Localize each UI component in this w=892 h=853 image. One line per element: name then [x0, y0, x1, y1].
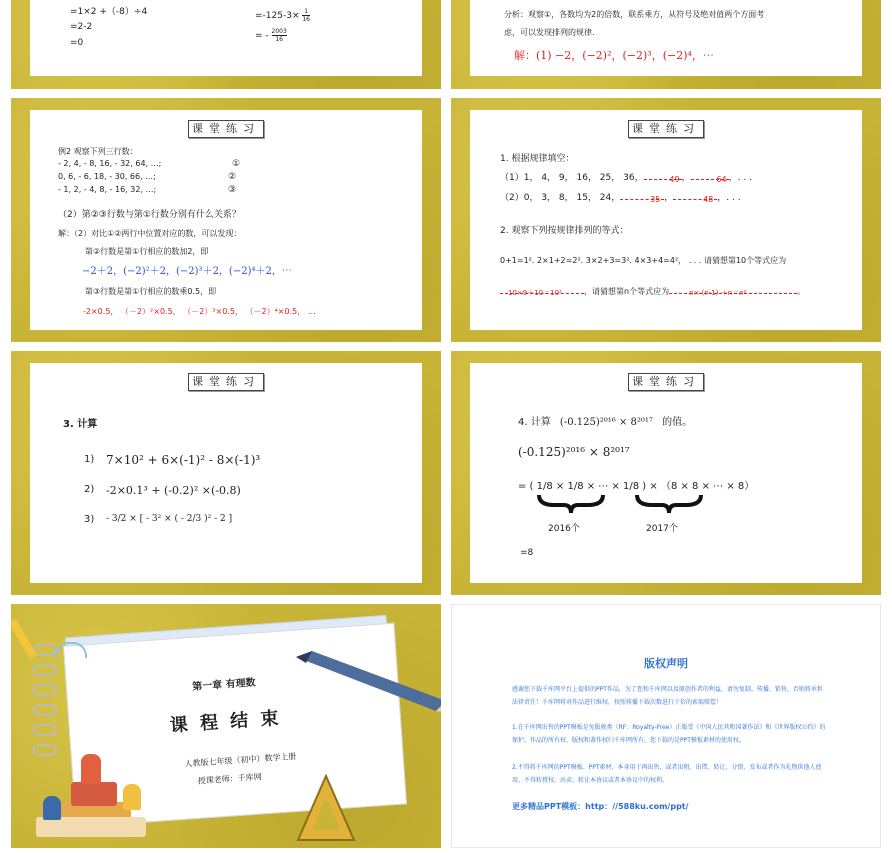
slide-thumbnail-4[interactable]	[451, 98, 881, 342]
slide-content-card	[30, 0, 422, 76]
calc-right-line-2: = - $\frac{2003}{16}$	[255, 28, 287, 43]
student-figure-1	[81, 754, 101, 784]
item-3-expression: - 3/2 × [ - 3² × ( - 2/3 )² - 2 ]	[106, 514, 233, 524]
practice-badge: 课堂练习	[188, 373, 264, 391]
notebook-spiral	[33, 644, 57, 784]
count-2016-label: 2016个	[548, 524, 580, 534]
analysis-line-2: 虑，可以发现排列的规律.	[504, 28, 595, 37]
problem-4-result: =8	[520, 548, 534, 558]
slide-thumbnail-1[interactable]	[11, 0, 441, 89]
question-2-title: 2. 观察下列按规律排列的等式：	[500, 226, 629, 236]
calc-title: 3. 计算	[63, 419, 98, 430]
problem-4-title: 4. 计算 (-0.125)²⁰¹⁶ × 8²⁰¹⁷ 的值。	[518, 417, 693, 428]
question-2-answers: 10×9＋10＝10² ，请猜想第n个等式应为 n× (n-1) ＋n＝n² 。	[500, 286, 805, 297]
slide-thumbnail-2[interactable]	[451, 0, 881, 89]
brace-2017	[634, 493, 704, 515]
course-subtitle: 人教版七年级（初中）数学上册	[184, 751, 297, 769]
question-1b: （2）0， 3， 8， 15， 24， 35 ， 48 ，. . .	[500, 193, 741, 204]
problem-4-expression: (-0.125)²⁰¹⁶ × 8²⁰¹⁷	[518, 445, 630, 459]
row-mark-1: ①	[232, 159, 241, 169]
pencil-illustration	[296, 649, 441, 719]
copyright-para-1: 感谢您下载千库网平台上提供的PPT作品，为了您和千库网以及原创作者的利益，请勿复制、传播、销售，否则将承担法律责任！千库网将对作品进行维权，按照传播下载次数进行十倍的索取赔偿！	[512, 686, 823, 706]
slide-content-card	[30, 110, 422, 330]
practice-badge: 课堂练习	[628, 120, 704, 138]
slide-thumbnail-6[interactable]	[451, 351, 881, 595]
calc-line-1: =1×2 +（-8）÷4	[70, 7, 148, 17]
item-1-expression: 7×10² + 6×(-1)² - 8×(-1)³	[106, 453, 261, 467]
calc-right-line-1: =-125-3× $\frac{1}{16}$	[255, 8, 310, 23]
copyright-para-2: 1.在千库网出售的PPT模板是免版税类（RF：Royalty-Free）正版受《中国人民共和国著作法》和《世界版权公约》的保护，作品的所有权、版权和著作权归千库网所有，您下载的是PPT模板素材的使用权。	[512, 724, 826, 744]
slide-content-card	[470, 363, 862, 583]
slide-content-card	[30, 363, 422, 583]
slide-thumbnail-5[interactable]	[11, 351, 441, 595]
sequence-row-2: 0, 6, - 6, 18, - 30, 66, …;	[58, 172, 156, 181]
student-figure-3	[43, 796, 61, 820]
question-2: （2）第②③行数与第①行数分别有什么关系？	[58, 210, 241, 220]
solution-intro: 解：（2）对比①②两行中位置对应的数，可以发现：	[58, 229, 242, 238]
end-title: 课 程 结 束	[169, 707, 283, 737]
sequence-plus-2: −2＋2，(−2)²＋2，(−2)³＋2，(−2)⁴＋2，⋯	[82, 266, 292, 277]
practice-badge: 课堂练习	[188, 120, 264, 138]
student-figure-2	[123, 784, 141, 810]
question-2-equations: 0+1=1². 2×1+2=2². 3×2+3=3². 4×3+4=4²， . . . 请猜想第10个等式应为	[500, 256, 787, 265]
example-title: 例2 观察下列三行数：	[58, 147, 138, 156]
slide-content-card	[470, 110, 862, 330]
question-1a: （1）1， 4， 9， 16， 25， 36， 49 ， 64 ，. . .	[500, 173, 752, 184]
triangle-ruler-illustration	[296, 774, 356, 844]
row-mark-3: ③	[228, 185, 237, 195]
slide-thumbnail-7[interactable]	[11, 604, 441, 848]
item-2-label: 2)	[84, 484, 95, 495]
slide-thumbnail-8[interactable]	[451, 604, 881, 848]
item-3-label: 3)	[84, 514, 95, 525]
question-1-title: 1. 根据规律填空：	[500, 154, 575, 164]
slide-content-card	[470, 0, 862, 76]
calc-line-2: =2-2	[70, 22, 93, 32]
sequence-times-half: -2×0.5， （－2）²×0.5， （－2）³×0.5， （－2）⁴×0.5， …	[83, 307, 316, 316]
teacher-label: 授课老师：千库网	[197, 772, 262, 786]
row-mark-2: ②	[228, 172, 237, 182]
relation-line-b: 第③行数是第①行相应的数乘0.5，即	[85, 287, 217, 296]
chapter-title: 第一章 有理数	[191, 677, 256, 693]
count-2017-label: 2017个	[646, 524, 678, 534]
practice-badge: 课堂练习	[628, 373, 704, 391]
relation-line-a: 第②行数是第①行相应的数加2，即	[85, 247, 209, 256]
answer-line: 解：(1) −2，(−2)²，(−2)³，(−2)⁴，⋯	[514, 49, 714, 62]
item-2-expression: -2×0.1³ + (-0.2)² ×(-0.8)	[106, 484, 241, 497]
more-templates-link[interactable]: 更多精品PPT模板：http：//588ku.com/ppt/	[512, 802, 689, 811]
sequence-row-1: - 2, 4, - 8, 16, - 32, 64, …;	[58, 159, 162, 168]
yellow-pencil-illustration	[11, 619, 37, 659]
copyright-title: 版权声明	[644, 657, 688, 670]
analysis-line-1: 分析：观察①，各数均为2的倍数，联系乘方，从符号及绝对值两个方面考	[504, 10, 765, 19]
slide-thumbnail-3[interactable]	[11, 98, 441, 342]
sequence-row-3: - 1, 2, - 4, 8, - 16, 32, …;	[58, 185, 157, 194]
problem-4-expansion: = ( 1/8 × 1/8 × ⋯ × 1/8 ) × （8 × 8 × ⋯ × 8）	[518, 481, 755, 492]
item-1-label: 1)	[84, 454, 95, 465]
copyright-para-3: 2.不得将千库网的PPT模板、PPT素材，本身用于再出售，或者出租、出借、转让、分销、发布或者作为礼物供他人使用，不得转授权、出卖、转让本协议或者本协议中的权利。	[512, 764, 822, 784]
calc-line-3: =0	[70, 38, 84, 48]
brace-2016	[536, 493, 606, 515]
